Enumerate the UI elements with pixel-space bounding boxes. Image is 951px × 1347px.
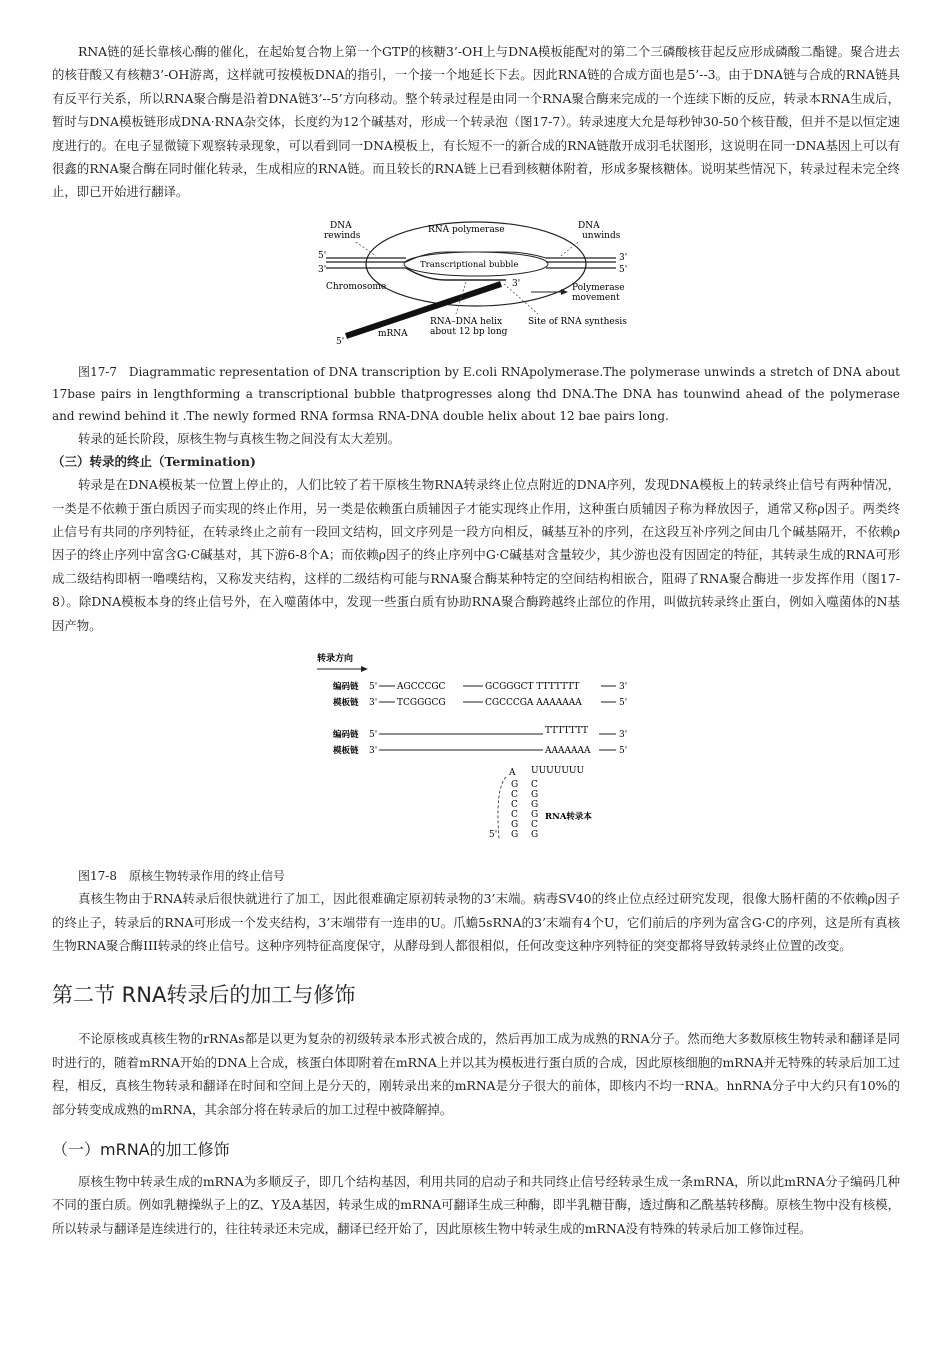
label-polymerase-2: movement: [572, 292, 620, 303]
label-three-mid: 3': [512, 278, 521, 289]
stem-right-base: G: [531, 790, 539, 801]
label-helix-1: RNA–DNA helix: [430, 316, 503, 327]
termination-paragraph: 转录是在DNA模板某一位置上停止的，人们比较了若干原核生物RNA转录终止位点附近的DNA序列，发现DNA模板上的转录终止信号有两种情况，一类是不依赖于蛋白质因子而实现的终止作用，另一类是依赖蛋白质辅因子才能实现终止作用，这种蛋白质辅因子称为释放因子，通常又称ρ因子。两类终止信号有共同的序列特征，在转录终止之前有一段回文结构，回文序列是一段方向相反，碱基互补的序列，在这段互补序列之间由几个碱基隔开，不依赖ρ因子的终止序列中富含G·C碱基对，其下游6-8个A；而依赖ρ因子的终止序列中G·C碱基对含量较少，其少游也没有因固定的特征，其转录生成的RNA可形成二级结构即柄一噜噗结构，又称发夹结构，这样的二级结构可能与RNA聚合酶某种特定的空间结构相嵌合，阻碍了RNA聚合酶进一步发挥作用（图17-8）。除DNA模板本身的终止信号外，在入噬菌体中，发现一些蛋白质有协助RNA聚合酶跨越终止部位的作用，叫做抗转录终止蛋白，例如入噬菌体的N基因产物。: [52, 477, 900, 633]
label-helix-2: about 12 bp long: [430, 326, 508, 337]
figure-17-8-caption: 图17-8 原核生物转录作用的终止信号: [78, 869, 285, 884]
leader-unwinds: [561, 242, 578, 256]
label-dna-rewinds-1: DNA: [330, 220, 352, 231]
label-five-mrna: 5': [336, 336, 345, 347]
label-site-synthesis: Site of RNA synthesis: [528, 316, 627, 327]
label-template-strand-1: 模板链: [333, 698, 359, 709]
label-dna-unwinds-2: unwinds: [582, 230, 621, 241]
label-direction: 转录方向: [317, 654, 354, 665]
elongation-summary: 转录的延长阶段，原核生物与真核生物之间没有太大差别。: [78, 430, 401, 446]
label-five-template-2: 5': [619, 746, 628, 757]
leader-site: [504, 284, 538, 314]
page-content: [52, 40, 900, 1240]
label-three-template-2: 3': [369, 746, 378, 757]
stem-left-base: G: [511, 830, 519, 841]
label-five-rna: 5': [489, 830, 498, 841]
label-three-coding-1: 3': [619, 682, 628, 693]
figure-17-8-diagram: [311, 649, 641, 859]
eukaryote-termination-paragraph: 真核生物由于RNA转录后很快就进行了加工，因此很难确定原初转录物的3’末端。病毒SV40的终止位点经过研究发现，很像大肠杆菌的不依赖ρ因子的终止子，转录后的RNA可形成一个发夹结构，3’末端带有一连串的U。爪蟾5sRNA的3’末端有4个U，它们前后的序列为富含G·C的序列，这是所有真核生物RNA聚合酶III转录的终止信号。这种序列特征高度保守，从酵母到人都很相似，任何改变这种序列特征的突变都将导致转录终止位置的改变。: [52, 891, 900, 953]
mrna-processing-paragraph: 原核生物中转录生成的mRNA为多顺反子，即几个结构基因，利用共同的启动子和共同终止信号经转录生成一条mRNA，所以此mRNA分子编码几种不同的蛋白质。例如乳糖操纵子上的Z、Y及A基因，转录生成的mRNA可翻译生成三种酶，即半乳糖苷酶，透过酶和乙酰基转移酶。原核生物中没有核模，所以转录与翻译是连续进行的，往往转录还未完成，翻译已经开始了，因此原核生物中转录生成的mRNA没有特殊的转录后加工修饰过程。: [52, 1173, 900, 1236]
label-rna-polymerase: RNA polymerase: [428, 224, 505, 235]
stem-right-base: G: [531, 800, 539, 811]
termination-heading: （三）转录的终止（Termination): [52, 454, 256, 470]
template-seq-b: CGCCCGA AAAAAAA: [485, 698, 582, 709]
label-coding-strand-2: 编码链: [333, 730, 359, 741]
intro-paragraph: RNA链的延长靠核心酶的催化，在起始复合物上第一个GTP的核糖3’-OH上与DNA模板能配对的第二个三磷酸核苷起反应形成磷酸二酯键。聚合进去的核苷酸又有核糖3’-OH游离，这样就可按模板DNA的指引，一个接一个地延长下去。因此RNA链的合成方面也是5’--3。由于DNA链与合成的RNA链具有反平行关系，所以RNA聚合酶是沿着DNA链3’--5’方向移动。整个转录过程是由同一个RNA聚合酶来完成的一个连续下断的反应，转录本RNA生成后，暂时与DNA模板链形成DNA·RNA杂交体，长度约为12个碱基对，形成一个转录泡（图17-7）。转录速度大允是每秒钟30-50个核苷酸，但并不是以恒定速度进行的。在电子显微镜下观察转录现象，可以看到同一DNA模板上，有长短不一的新合成的RNA链散开成羽毛状图形，这说明在同一DNA基因上可以有很鑫的RNA聚合酶在同时催化转录，生成相应的RNA链。而且较长的RNA链上已看到核糖体附着，形成多聚核糖体。说明某些情况下，转录过程未完全终止，即已开始进行翻译。: [52, 44, 900, 200]
caption-label: 图17-7: [78, 364, 118, 379]
coding-seq-a: AGCCCGC: [397, 682, 446, 693]
stem-right-base: G: [531, 810, 539, 821]
stem-right-base: C: [531, 820, 538, 831]
section-2-paragraph: 不论原核或真核生物的rRNAs都是以更为复杂的初级转录本形式被合成的，然后再加工成为成熟的RNA分子。然而绝大多数原核生物转录和翻译是同时进行的，随着mRNA开始的DNA上合成，核蛋白体即附着在mRNA上并以其为模板进行蛋白质的合成，因此原核细胞的mRNA并无特殊的转录后加工过程，相反，真核生物转录和翻译在时间和空间上是分天的，刚转录出来的mRNA是分子很大的前体，即核内不均一RNA。hnRNA分子中大约只有10%的部分转变成成熟的mRNA，其余部分将在转录后的加工过程中被降解掉。: [52, 1031, 900, 1117]
stem-left-base: C: [511, 800, 518, 811]
mrna-processing-heading: （一）mRNA的加工修饰: [52, 1139, 230, 1159]
label-three-coding-2: 3': [619, 730, 628, 741]
hairpin-stem-right: [531, 780, 538, 840]
stem-left-base: C: [511, 810, 518, 821]
label-rna-transcript: RNA转录本: [545, 812, 592, 823]
label-dna-rewinds-2: rewinds: [324, 230, 361, 241]
caption-text: Diagrammatic representation of DNA transcription by E.coli RNApolymerase.The polymerase unwinds a stretch of DNA about 17base pairs in lengthforming a transcriptional bubble thatprogresses along thd DNA.The DNA has tounwind ahead of the polymerase and rewind behind it .The newly formed RNA formsa RNA-DNA double helix about 12 bae pairs long.: [52, 364, 900, 423]
hairpin-stem-left: [511, 780, 518, 840]
label-five-left: 5': [318, 250, 327, 261]
label-five-coding-2: 5': [369, 730, 378, 741]
coding-seq-b: GCGGGCT TTTTTTT: [485, 682, 580, 693]
label-five-right: 5': [619, 264, 628, 275]
direction-arrow-head-icon: [361, 666, 368, 672]
stem-left-base: G: [511, 820, 519, 831]
label-three-template-1: 3': [369, 698, 378, 709]
label-polymerase-1: Polymerase: [572, 282, 625, 293]
label-chromosome: Chromosome: [326, 281, 387, 292]
label-mrna: mRNA: [378, 328, 408, 339]
stem-right-base: C: [531, 780, 538, 791]
label-five-coding-1: 5': [369, 682, 378, 693]
tail-t: TTTTTTT: [545, 726, 589, 737]
stem-right-base: G: [531, 830, 539, 841]
label-three-left: 3': [318, 264, 327, 275]
label-coding-strand-1: 编码链: [333, 682, 359, 693]
figure-17-7-caption: [52, 361, 900, 427]
label-dna-unwinds-1: DNA: [578, 220, 600, 231]
label-template-strand-2: 模板链: [333, 746, 359, 757]
uuu-tail: UUUUUUU: [531, 766, 585, 777]
label-transcriptional-bubble: Transcriptional bubble: [420, 259, 519, 270]
stem-left-base: C: [511, 790, 518, 801]
label-five-template-1: 5': [619, 698, 628, 709]
label-three-right: 3': [619, 252, 628, 263]
hairpin-backbone: [498, 777, 506, 839]
figure-17-7-diagram: [316, 214, 636, 349]
section-2-title: 第二节 RNA转录后的加工与修饰: [52, 983, 356, 1008]
template-seq-a: TCGGGCG: [397, 698, 446, 709]
arrow-head-icon: [561, 289, 568, 295]
tail-a: AAAAAAA: [545, 746, 591, 757]
hairpin-loop-top: A: [509, 768, 516, 779]
stem-left-base: G: [511, 780, 519, 791]
